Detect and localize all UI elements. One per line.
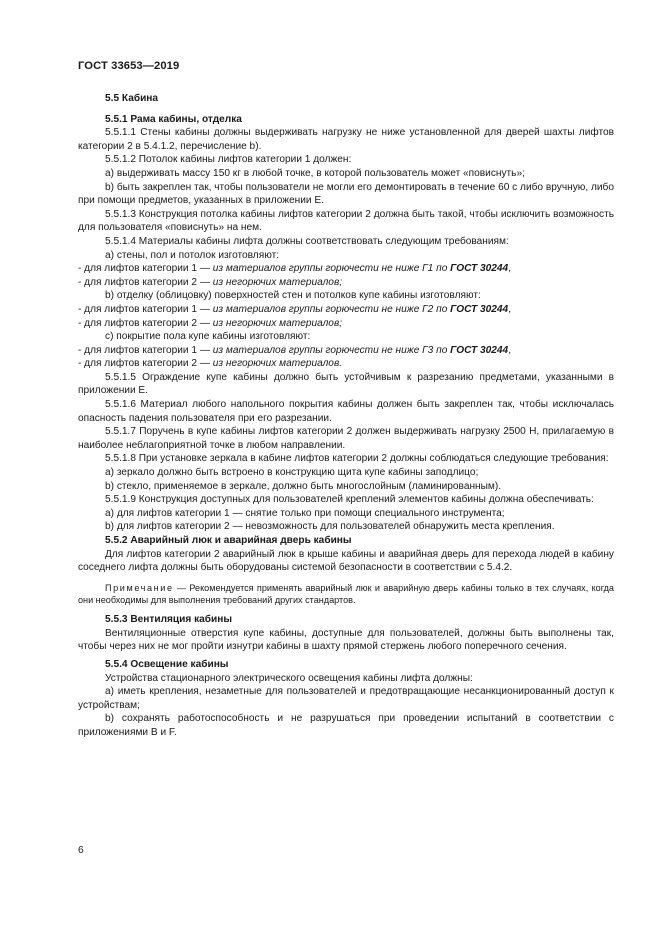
- para-5-5-1-8: 5.5.1.8 При установке зеркала в кабине лифтов категории 2 должны соблюдаться следующие требования:: [105, 453, 609, 465]
- note-label: Примечание: [105, 582, 174, 593]
- gost-30244-ref: ГОСТ 30244: [450, 303, 509, 315]
- section-5-5-2-title: 5.5.2 Аварийный люк и аварийная дверь кабины: [105, 535, 352, 546]
- para-5-5-1-2: 5.5.1.2 Потолок кабины лифтов категории 1 должен:: [105, 154, 352, 166]
- para-5-5-1-2-b: b) быть закреплен так, чтобы пользователи не могли его демонтировать в течение 60 с либо вручную, либо при помощи предметов, указанных в приложении Е.: [78, 181, 614, 207]
- para-5-5-1-1: 5.5.1.1 Стены кабины должны выдерживать нагрузку не ниже установленной для дверей шахты лифтов категории 2 в 5.4.1.2, перечисление b).: [78, 127, 614, 152]
- para-5-5-1-4-b-cat1: - для лифтов категории 1 — из материалов группы горючести не ниже Г2 по ГОСТ 30244,: [78, 303, 512, 315]
- para-5-5-3: Вентиляционные отверстия купе кабины, доступные для пользователей, должны быть выполнены так, чтобы через них не мог пройти изнутри кабины в шахту прямой стержень любого поперечного сечения.: [78, 627, 614, 653]
- para-5-5-1-8-a: a) зеркало должно быть встроено в конструкцию щита купе кабины заподлицо;: [105, 467, 479, 479]
- para-5-5-1-9-b: b) для лифтов категории 2 — невозможность для пользователей обнаружить места крепления.: [105, 521, 555, 533]
- para-5-5-1-9: 5.5.1.9 Конструкция доступных для пользователей креплений элементов кабины должна обеспечивать:: [105, 494, 594, 506]
- section-5-5-4-title: 5.5.4 Освещение кабины: [105, 658, 229, 670]
- note-text: — Рекомендуется применять аварийный люк и аварийную дверь кабины только в тех случаях, когда они необходимы для выполнения требований других стандартов.: [78, 582, 614, 605]
- para-5-5-2: Для лифтов категории 2 аварийный люк в крыше кабины и аварийная дверь для перехода людей в кабину соседнего лифта должны быть оборудованы системой безопасности в соответствии с 5.4.2.: [78, 548, 614, 574]
- section-5-5-1-title: 5.5.1 Рама кабины, отделка: [105, 113, 242, 125]
- para-5-5-1-4-c-cat1: - для лифтов категории 1 — из материалов группы горючести не ниже Г3 по ГОСТ 30244,: [78, 344, 512, 356]
- para-5-5-1-4: 5.5.1.4 Материалы кабины лифта должны соответствовать следующим требованиям:: [105, 235, 509, 247]
- section-5-5-3-title: 5.5.3 Вентиляция кабины: [105, 614, 233, 626]
- standard-header: ГОСТ 33653—2019: [78, 60, 180, 72]
- document-body: [78, 92, 614, 740]
- para-5-5-4-b: b) сохранять работоспособность и не разрушаться при проведении испытаний в соответствии с приложениями В и F.: [78, 713, 614, 738]
- page-number: 6: [78, 845, 84, 856]
- para-5-5-1-4-a-cat2: - для лифтов категории 2 — из негорючих материалов;: [78, 276, 343, 288]
- para-5-5-1-9-a: a) для лифтов категории 1 — снятие только при помощи специального инструмента;: [105, 507, 505, 519]
- para-5-5-4: Устройства стационарного электрического освещения кабины лифта должны:: [105, 672, 473, 684]
- gost-30244-ref: ГОСТ 30244: [450, 263, 509, 275]
- gost-30244-ref: ГОСТ 30244: [450, 344, 509, 356]
- para-5-5-1-4-a-cat1: - для лифтов категории 1 — из материалов группы горючести не ниже Г1 по ГОСТ 30244,: [78, 263, 512, 275]
- para-5-5-1-4-a: a) стены, пол и потолок изготовляют:: [105, 249, 280, 261]
- para-5-5-1-3: 5.5.1.3 Конструкция потолка кабины лифтов категории 2 должна быть такой, чтобы исключить возможность для пользователя «повиснуть» на нем.: [78, 208, 614, 234]
- para-5-5-1-8-b: b) стекло, применяемое в зеркале, должно быть многослойным (ламинированным).: [105, 480, 502, 492]
- para-5-5-1-4-c: c) покрытие пола купе кабины изготовляют:: [105, 331, 311, 343]
- para-5-5-1-2-a: a) выдерживать массу 150 кг в любой точке, в которой пользователь может «повиснуть»;: [105, 167, 525, 179]
- para-5-5-1-4-b: b) отделку (облицовку) поверхностей стен и потолков купе кабины изготовляют:: [105, 290, 481, 302]
- section-5-5-title: 5.5 Кабина: [105, 93, 159, 104]
- para-5-5-1-4-b-cat2: - для лифтов категории 2 — из негорючих материалов;: [78, 317, 343, 329]
- para-5-5-1-5: 5.5.1.5 Ограждение купе кабины должно быть устойчивым к разрезанию предметами, указанными в приложении Е.: [78, 371, 614, 397]
- para-5-5-1-7: 5.5.1.7 Поручень в купе кабины лифтов категории 2 должен выдерживать нагрузку 2500 Н, прилагаемую в наиболее неблагоприятной точке в любом направлении.: [78, 426, 614, 451]
- para-5-5-1-6: 5.5.1.6 Материал любого напольного покрытия кабины должен быть закреплен так, чтобы исключалась опасность падения пользователя при его разрезании.: [78, 399, 614, 424]
- para-5-5-4-a: a) иметь крепления, незаметные для пользователей и предотвращающие несанкционированный доступ к устройствам;: [78, 686, 614, 711]
- note: [78, 582, 614, 606]
- para-5-5-1-4-c-cat2: - для лифтов категории 2 — из негорючих материалов.: [78, 358, 343, 370]
